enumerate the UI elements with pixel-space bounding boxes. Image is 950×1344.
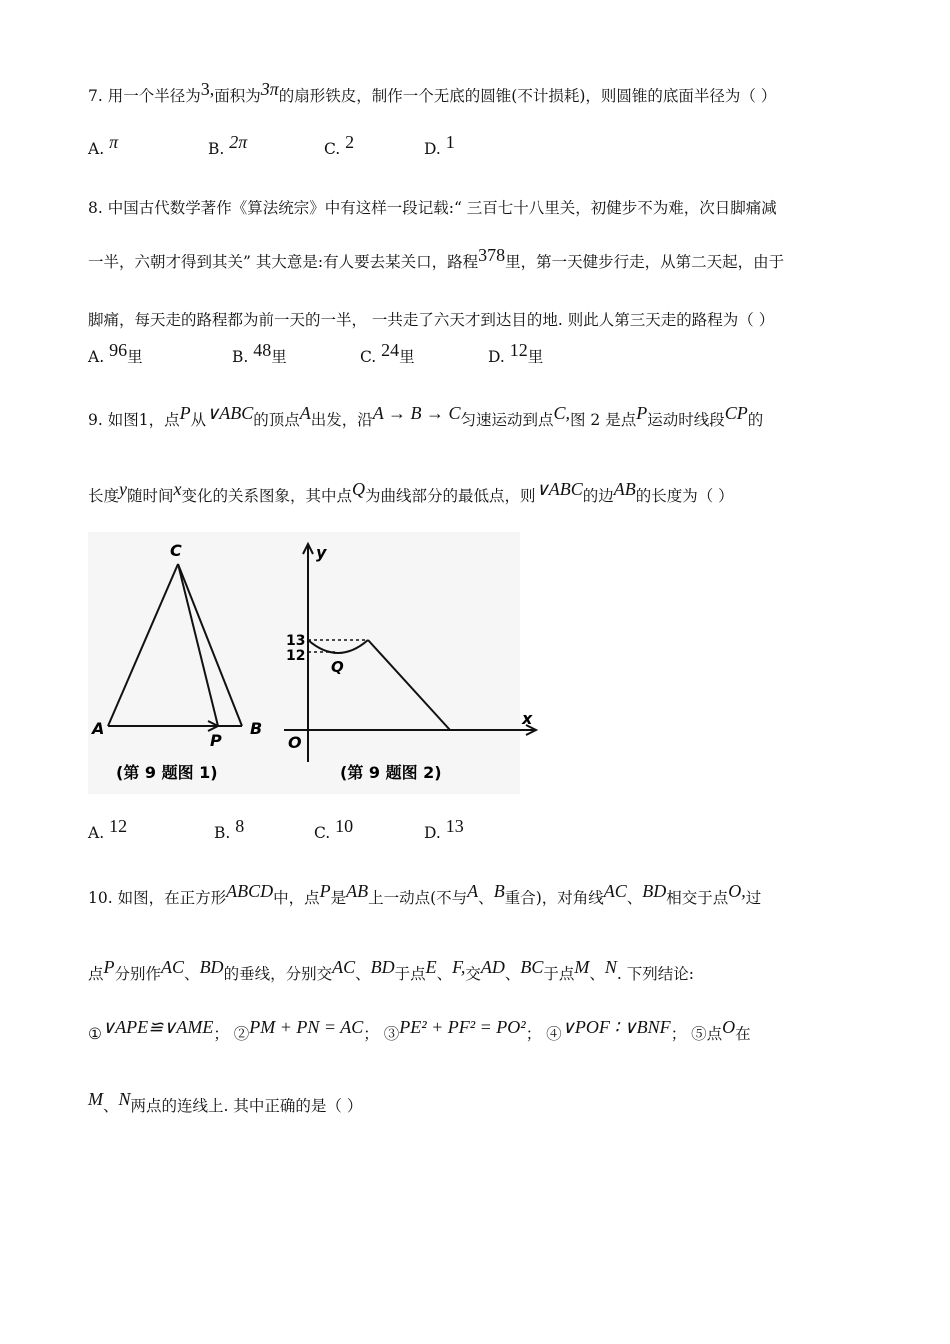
graph-figure [284,544,536,762]
conclusion-3: PE² + PF² = PO² [399,1017,526,1037]
conclusion-4: ∨POF ∶ ∨BNF [561,1017,671,1037]
point-q-label: Q [331,658,344,676]
label-b: B [250,719,263,738]
origin-label: O [288,733,302,752]
conclusion-5-marker: ⑤ [691,1025,707,1043]
q8-stem-line2: 一半，六朝才得到其关” 其大意是:有人要去某关口，路程378里，第一天健步行走，从第二天起，由于 [88,245,785,271]
axis-label-x: x [522,709,533,728]
conclusion-3-marker: ③ [383,1025,400,1043]
edge-cb [178,564,242,726]
q9-option-d[interactable]: D. 13 [424,816,464,842]
q8-option-a[interactable]: A. 96里 [88,340,143,366]
label-c: C [170,541,182,560]
caption-fig1: (第 9 题图 1) [116,763,218,782]
axis-label-y: y [316,543,327,562]
q9-stem-line2: 长度y随时间x变化的关系图象，其中点Q为曲线部分的最低点，则∨ABC的边AB的长度为（ ） [88,479,734,505]
q9-figure-svg [88,532,533,794]
caption-fig2: (第 9 题图 2) [340,763,442,782]
q10-stem-line2: 点P分别作AC、BD的垂线，分别交AC、BD于点E、F,交AD、BC于点M、N. 下列结论: [88,957,694,983]
triangle-figure [108,564,242,731]
conclusion-2-marker: ② [233,1025,250,1043]
segment-cp [178,564,218,726]
edge-ac [108,564,178,726]
q8-option-c[interactable]: C. 24里 [360,340,415,366]
conclusion-2: PM + PN = AC [249,1017,364,1037]
q7-number: 7. [88,87,103,105]
q8-stem-line1: 8. 中国古代数学著作《算法统宗》中有这样一段记载:“ 三百七十八里关，初健步不为难，次日脚痛减 [88,199,777,217]
q10-stem-line4: M、N两点的连线上. 其中正确的是（ ） [88,1089,363,1115]
tick-13: 13 [286,633,306,649]
q8-stem-line3: 脚痛，每天走的路程都为前一天的一半， 一共走了六天才到达目的地. 则此人第三天走的路程为（ ） [88,311,775,329]
q9-option-b[interactable]: B. 8 [214,816,245,842]
tick-12: 12 [286,648,306,664]
q8-option-d[interactable]: D. 12里 [488,340,544,366]
q10-stem-line1: 10. 如图，在正方形ABCD中，点P是AB上一动点(不与A、B重合)，对角线AC、BD相交于点O,过 [88,881,762,907]
q7-option-d[interactable]: D. 1 [424,132,455,158]
q9-stem-line1: 9. 如图1，点P从∨ABC的顶点A出发，沿A → B → C匀速运动到点C,图 2 是点P运动时线段CP的 [88,403,764,429]
label-a: A [92,719,105,738]
label-p: P [210,731,222,750]
q10-conclusions: ①∨APE≌∨AME； ②PM + PN = AC； ③PE² + PF² = PO²； ④∨POF ∶ ∨BNF； ⑤点O在 [88,1017,751,1043]
q9-option-c[interactable]: C. 10 [314,816,354,842]
q7-option-a[interactable]: A. π [88,132,119,158]
conclusion-4-marker: ④ [546,1025,562,1043]
q7-option-b[interactable]: B. 2π [208,132,248,158]
q7-stem: 7. 用一个半径为3,面积为3π的扇形铁皮，制作一个无底的圆锥(不计损耗)，则圆锥的底面半径为（ ） [88,79,777,105]
conclusion-1-marker: ① [88,1025,102,1043]
q8-option-b[interactable]: B. 48里 [232,340,287,366]
q9-figure [88,532,533,794]
curve-segment [308,640,368,653]
q9-option-a[interactable]: A. 12 [88,816,128,842]
descending-segment [368,640,450,730]
q7-option-c[interactable]: C. 2 [324,132,355,158]
conclusion-1: ∨APE≌∨AME [101,1017,214,1037]
